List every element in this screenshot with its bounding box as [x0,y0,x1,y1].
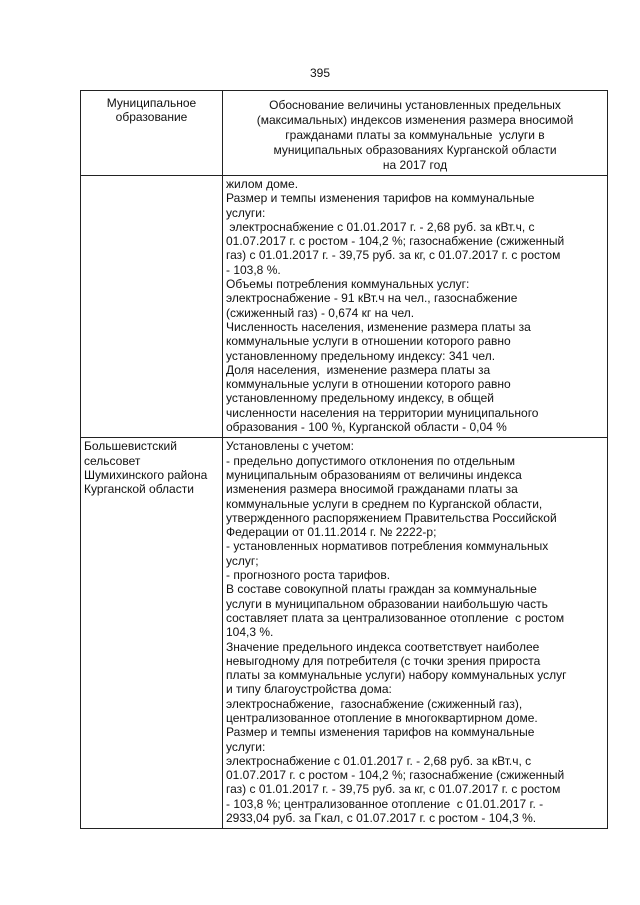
text-line: Доля населения, изменение размера платы за [226,362,491,377]
text-line: и типу благоустройства дома: [226,682,392,697]
text-line: 104,3 %. [226,625,274,640]
text-line: электроснабжение - 91 кВт.ч на чел., газоснабжение [226,291,518,306]
text-line: установленному предельному индексу, в общей [226,391,494,406]
text-line: Объемы потребления коммунальных услуг: [226,277,470,292]
text-line: - установленных нормативов потребления коммунальных [226,539,549,554]
text-line: газ) с 01.01.2017 г. - 39,75 руб. за кг, с 01.07.2017 г. с ростом [226,248,561,263]
text-line: Федерации от 01.11.2014 г. № 2222-р; [226,525,437,540]
text-line: 2933,04 руб. за Гкал, с 01.07.2017 г. с ростом - 104,3 %. [226,811,537,826]
header-justification-text: Обоснование величины установленных предельных (максимальных) индексов изменения размера вносимой гражданами платы за коммунальные услуги в муниципальных образованиях Курганской области на 2017 год [256,98,574,172]
text-line: утвержденного распоряжением Правительства Российской [226,510,557,525]
text-line: коммунальные услуги в отношении которого равно [226,377,511,392]
text-line: установленному предельному индексу: 341 чел. [226,348,496,363]
text-line: - предельно допустимого отклонения по отдельным [226,453,515,468]
text-line: услуг; [226,553,259,568]
text-line: Установлены с учетом: [226,439,354,454]
municipality-cell [81,438,223,829]
text-line: услуги: [226,739,266,754]
text-line: Численность населения, изменение размера платы за [226,319,531,334]
text-line: электроснабжение с 01.01.2017 г. - 2,68 руб. за кВт.ч, с [226,219,535,234]
text-line: коммунальные услуги в отношении которого равно [226,334,511,349]
table-row [81,176,608,438]
text-line: - 103,8 %; централизованное отопление с 01.01.2017 г. - [226,796,544,811]
tariff-justification-table [80,90,608,829]
text-line: составляет плата за централизованное отопление с ростом [226,610,565,625]
text-line: (сжиженный газ) - 0,674 кг на чел. [226,305,415,320]
text-line: коммунальные услуги в среднем по Курганской области, [226,496,543,511]
text-line: невыгодному для потребителя (с точки зрения прироста [226,653,541,668]
table-header-row [81,91,608,176]
text-line: - прогнозного роста тарифов. [226,568,391,583]
text-line: услуги: [226,205,266,220]
text-line: образования - 100 %, Курганской области - 0,04 % [226,420,507,435]
text-line: жилом доме. [226,177,299,191]
header-municipality [81,91,223,176]
text-line: электроснабжение с 01.01.2017 г. - 2,68 руб. за кВт.ч, с [226,753,532,768]
text-line: муниципальным образованиям от величины индекса [226,467,522,482]
text-line: 01.07.2017 г. с ростом - 104,2 %; газоснабжение (сжиженный [226,234,565,249]
text-line: - 103,8 %. [226,262,281,277]
header-municipality-text: Муниципальное образование [106,96,197,125]
municipality-name: Большевистский сельсовет Шумихинского района Курганской области [84,439,208,497]
justification-cell [223,176,608,438]
municipality-cell [81,176,223,438]
justification-cell [223,438,608,829]
text-line: изменения размера вносимой гражданами платы за [226,482,518,497]
text-line: платы за коммунальные услуги) набору коммунальных услуг [226,668,567,683]
text-line: численности населения на территории муниципального [226,405,539,420]
text-line: 01.07.2017 г. с ростом - 104,2 %; газоснабжение (сжиженный [226,768,565,783]
header-justification [223,91,608,176]
text-line: газ) с 01.01.2017 г. - 39,75 руб. за кг, с 01.07.2017 г. с ростом [226,782,561,797]
text-line: В составе совокупной платы граждан за коммунальные [226,582,537,597]
text-line: электроснабжение, газоснабжение (сжиженный газ), [226,696,523,711]
text-line: Размер и темпы изменения тарифов на коммунальные [226,191,535,206]
table-row [81,438,608,829]
text-line: Значение предельного индекса соответствует наиболее [226,639,540,654]
page-number: 395 [309,66,331,80]
text-line: Размер и темпы изменения тарифов на коммунальные [226,725,535,740]
text-line: услуги в муниципальном образовании наибольшую часть [226,596,548,611]
text-line: централизованное отопление в многоквартирном доме. [226,710,538,725]
